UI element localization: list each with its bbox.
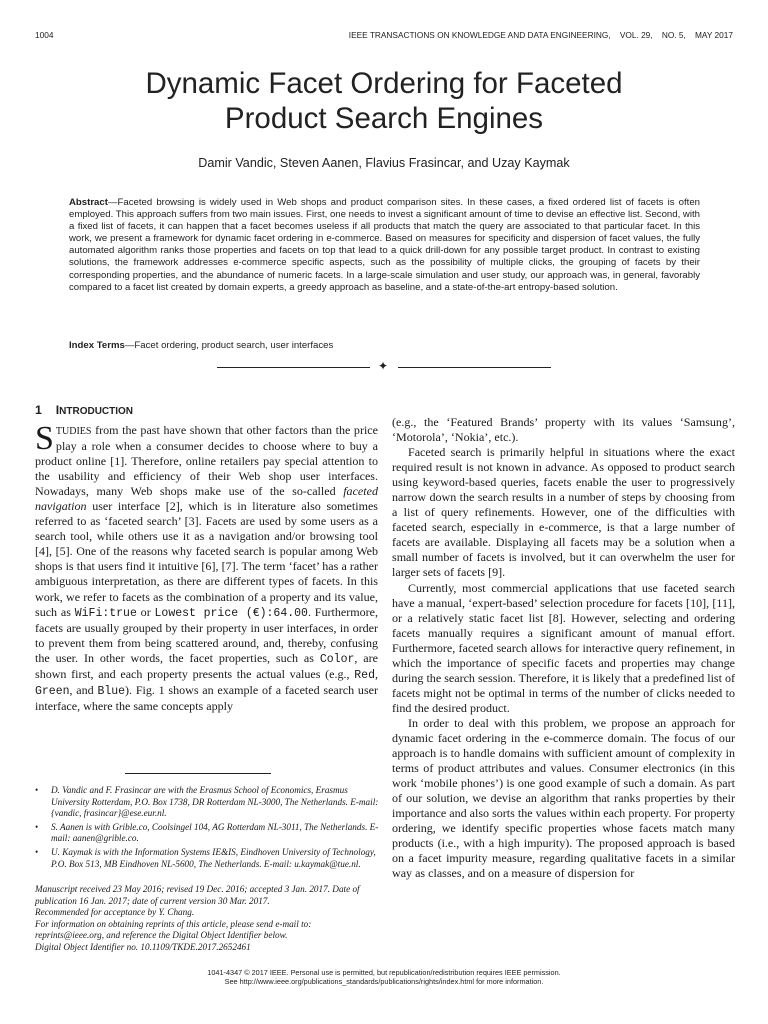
abstract [69,197,700,294]
running-header: IEEE TRANSACTIONS ON KNOWLEDGE AND DATA ENGINEERING, VOL. 29, NO. 5, MAY 2017 [348,30,733,40]
affiliation-note: • S. Aanen is with Grible.co, Coolsingel 104, AG Rotterdam NL-3011, The Netherlands. E-mail: aanen@grible.co. [35,821,379,844]
index-terms-label: Index Terms [69,340,125,351]
copyright-line: 1041-4347 © 2017 IEEE. Personal use is permitted, but republication/redistribution requires IEEE permission. [207,968,561,977]
title-line-2: Product Search Engines [224,102,544,135]
section-title-rest: NTRODUCTION [59,406,134,417]
index-terms [69,340,700,352]
abstract-label: Abstract [69,197,108,208]
paper-title [0,66,768,136]
title-line-1: Dynamic Facet Ordering for Faceted [145,67,623,100]
code-lowest-price: Lowest price (€):64.00 [154,606,308,620]
index-terms-text: —Facet ordering, product search, user interfaces [124,340,334,351]
copyright-footer [0,968,768,987]
code-blue: Blue [97,684,126,698]
right-paragraph-1: Faceted search is primarily helpful in situations where the exact required result is not known in advance. As opposed to product search using keyword-based queries, facets enable the user to progressively narrow down the search results in a number of steps by choosing from a list of query refinements. However, one of the difficulties with faceted search, especially in e-commerce, is that a large number of facets are available. Displaying all facets may be a solution when a small number of facets is involved, but it can overwhelm the user for larger sets of facets [9]. [392,445,735,580]
affiliation-note: • D. Vandic and F. Frasincar are with the Erasmus School of Economics, Erasmus University Rotterdam, P.O. Box 1738, DR Rotterdam NL-3000, The Netherlands. E-mail: {vandic, frasincar}@ese.eur.nl. [35,785,379,819]
right-paragraph-0: (e.g., the ‘Featured Brands’ property with its values ‘Samsung’, ‘Motorola’, ‘Nokia’, etc.). [392,415,735,445]
abstract-text: —Faceted browsing is widely used in Web shops and product comparison sites. In these cases, a fixed ordered list of facets is often employed. This approach suffers from two main issues. First, one needs to invest a significant amount of time to devise an effective list. Second, with a fixed list of facets, it can happen that a facet becomes useless if all products that match the query are associated to that particular facet. In this work, we present a framework for dynamic facet ordering in e-commerce. Based on measures for specificity and dispersion of facet values, the fully automated algorithm ranks those properties and facets on top that lead to a quick drill-down for any possible target product. In contrast to existing solutions, the framework addresses e-commerce specific aspects, such as the possibility of multiple clicks, the grouping of facets by their corresponding properties, and the abundance of numeric facets. In a large-scale simulation and user study, our approach was, in general, favorably compared to a facet list created by domain experts, a greedy approach as baseline, and a state-of-the-art entropy-based solution. [69,197,700,293]
right-paragraph-2: Currently, most commercial applications that use faceted search have a manual, ‘expert-based’ selection procedure for facets [10], [11], or a relatively static facet list [8]. However, selecting and ordering facets manually requires a significant amount of manual effort. Furthermore, faceted search allows for interactive query refinement, in which the importance of specific facets and properties may change during the search session. Therefore, it is likely that a predefined list of facets might not be optimal in terms of the number of clicks needed to find the desired product. [392,580,736,715]
code-green: Green [35,684,70,698]
code-wifi: WiFi:true [74,606,137,620]
right-paragraph-3: In order to deal with this problem, we propose an approach for dynamic facet ordering in the e-commerce domain. The focus of our approach is to handle domains with sufficient amount of complexity in terms of product attributes and values. Consumer electronics (in this work ‘mobile phones’) is one good example of such a domain. As part of our solution, we devise an algorithm that ranks properties by their importance and also sorts the values within each property. For property ordering, we identify specific properties whose facets match many products (i.e., with a high impurity). The proposed approach is based on a facet impurity measure, regarding qualitative facets in a similar way as classes, and on a measure of dispersion for [392,715,735,881]
intro-paragraph-1: STUDIES from the past have shown that other factors than the price play a role when a consumer decides to choose where to buy a product online [1]. Therefore, online retailers pay special attention to the usability and efficiency of their Web shop user interfaces. Nowadays, many Web shops make use of the so-called faceted navigation user interface [2], which is in literature also sometimes referred to as ‘faceted search’ [3]. Facets are used by some users as a search tool, while others use it as a navigation and/or browsing tool [4], [5]. One of the reasons why faceted search is popular among Web shops is that users find it intuitive [6], [7]. The term ‘facet’ has a rather ambiguous interpretation, as there are different types of facets. In this work, we refer to facets as the combination of a property and its value, such as WiFi:true or Lowest price (€):64.00. Furthermore, facets are usually grouped by their property in user interfaces, in order to prevent them from being scattered around, and, thereby, confusing the user. In other words, the facet properties, such as Color, are shown first, and each property presents the actual values (e.g., Red, Green, and Blue). Fig. 1 shows an example of a faceted search user interface, where the same concepts apply [35,420,378,713]
doi: Digital Object Identifier no. 10.1109/TKDE.2017.2652461 [35,941,251,952]
left-column [35,420,378,714]
recommended-by: Recommended for acceptance by Y. Chang. [35,907,195,918]
author-list: Damir Vandic, Steven Aanen, Flavius Frasincar, and Uzay Kaymak [198,156,570,170]
affiliation-note: • U. Kaymak is with the Information Systems IE&IS, Eindhoven University of Technology, P.O. Box 513, MB Eindhoven NL-5600, The Netherlands. E-mail: u.kaymak@tue.nl. [35,846,376,869]
page-number: 1004 [35,30,54,40]
divider-ornament: ✦ [378,359,389,373]
divider-right [398,367,551,368]
code-red: Red [354,668,375,682]
affiliation-notes [35,785,381,872]
manuscript-notes [35,884,381,954]
section-number: 1 [35,403,42,417]
section-title-initial: I [55,403,60,417]
reprint-info: For information on obtaining reprints of this article, please send e-mail to: reprints@ieee.org, and reference the Digital Object Identifier below. [35,918,312,941]
divider-left [217,367,370,368]
right-column [392,415,735,881]
manuscript-dates: Manuscript received 23 May 2016; revised 19 Dec. 2016; accepted 3 Jan. 2017. Date of publication 16 Jan. 2017; date of current version 30 Mar. 2017. [35,884,360,906]
code-color: Color [319,652,355,666]
section-heading [35,403,133,417]
drop-cap: S [35,420,54,457]
footnote-rule [125,773,271,774]
rights-link-line: See http://www.ieee.org/publications_standards/publications/rights/index.html for more information. [224,977,544,987]
